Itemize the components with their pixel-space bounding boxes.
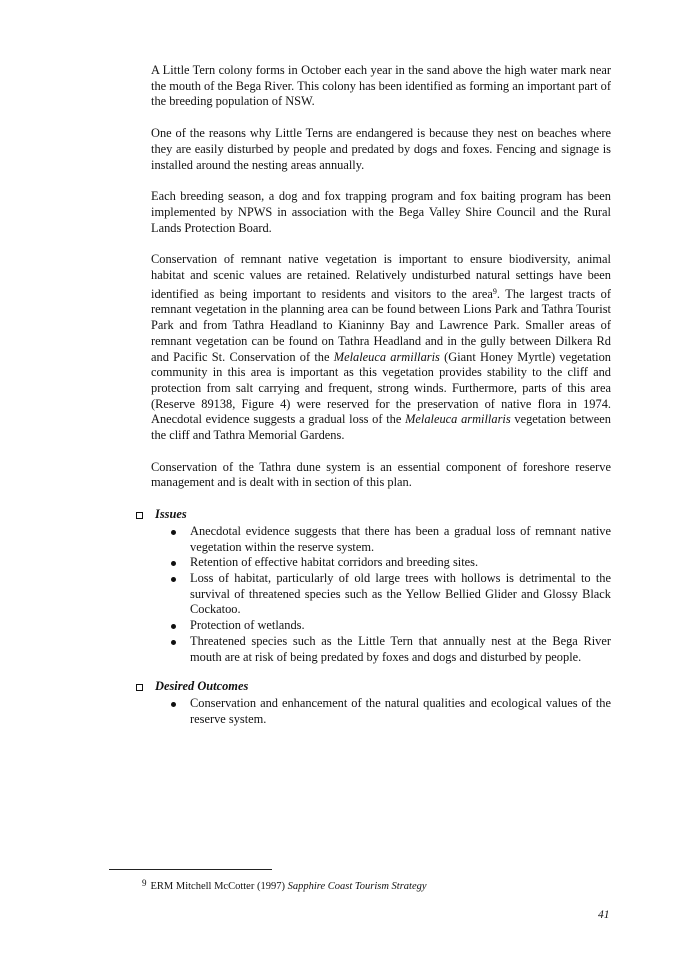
- list-item: [151, 618, 611, 634]
- checkbox-bullet-icon: [136, 684, 143, 691]
- paragraph-trapping-program: Each breeding season, a dog and fox trapping program and fox baiting program has been implemented by NPWS in association with the Bega Valley Shire Council and the Rural Lands Protection Board.: [151, 189, 611, 235]
- list-item: [151, 634, 611, 665]
- footnote-separator: [109, 869, 272, 870]
- text-segment: vegetation between the cliff and Tathra Memorial Gardens.: [151, 412, 611, 443]
- list-item-text: Threatened species such as the Little Tern that annually nest at the Bega River mouth are at risk of being predated by foxes and dogs and disturbed by people.: [190, 633, 611, 664]
- issues-heading: [136, 507, 611, 523]
- list-item-text: Anecdotal evidence suggests that there has been a gradual loss of remnant native vegetation within the reserve system.: [190, 523, 611, 554]
- footnote-reference[interactable]: 9: [492, 286, 497, 296]
- bullet-icon: [171, 561, 176, 566]
- bullet-icon: [171, 702, 176, 707]
- bullet-icon: [171, 624, 176, 629]
- list-item-text: Loss of habitat, particularly of old large trees with hollows is detrimental to the survival of threatened species such as the Yellow Bellied Glider and Glossy Black Cockatoo.: [190, 570, 611, 617]
- footnote-title: Sapphire Coast Tourism Strategy: [287, 881, 427, 892]
- body-text: [151, 63, 611, 741]
- footnote: [142, 877, 427, 893]
- bullet-icon: [171, 640, 176, 645]
- species-name: Melaleuca armillaris: [333, 349, 440, 364]
- issues-section: [151, 507, 611, 665]
- text-segment: . The largest tracts of remnant vegetation in the planning area can be found between Lions Park and Tathra Tourist Park and from Tathra Headland to Kianinny Bay and Lawrence Park. Smaller areas of remnant vegetation can be found on Tathra Headland and in the gully between Dilkera Rd and Pacific St. Conservation of the: [151, 286, 611, 364]
- desired-outcomes-heading: [136, 679, 611, 695]
- desired-outcomes-list: [151, 696, 611, 727]
- paragraph-little-tern-colony: A Little Tern colony forms in October each year in the sand above the high water mark near the mouth of the Bega River. This colony has been identified as forming an important part of the breeding population of NSW.: [151, 63, 611, 109]
- issues-heading-label: Issues: [155, 507, 187, 522]
- list-item: [151, 555, 611, 571]
- desired-outcomes-section: [151, 679, 611, 727]
- list-item: [151, 571, 611, 618]
- paragraph-dune-system: Conservation of the Tathra dune system is an essential component of foreshore reserve management and is dealt with in section of this plan.: [151, 459, 611, 490]
- footnote-number: 9: [142, 878, 147, 888]
- bullet-icon: [171, 530, 176, 535]
- text-segment: Conservation of remnant native vegetation is important to ensure biodiversity, animal habitat and scenic values are retained. Relatively undisturbed natural settings have been identified as being important to residents and visitors to the area: [151, 252, 611, 301]
- issues-list: [151, 524, 611, 665]
- list-item: [151, 696, 611, 727]
- list-item-text: Protection of wetlands.: [190, 618, 305, 633]
- desired-outcomes-heading-label: Desired Outcomes: [155, 679, 249, 694]
- footnote-text: ERM Mitchell McCotter (1997): [150, 881, 288, 892]
- checkbox-bullet-icon: [136, 512, 143, 519]
- species-name: Melaleuca armillaris: [405, 412, 511, 427]
- list-item-text: Conservation and enhancement of the natural qualities and ecological values of the reserve system.: [190, 695, 611, 726]
- bullet-icon: [171, 577, 176, 582]
- list-item-text: Retention of effective habitat corridors and breeding sites.: [190, 555, 479, 570]
- text-segment: (Giant Honey Myrtle) vegetation community in this area is important as this vegetation provides stability to the cliff and protection from salt carrying and frequent, strong winds. Furthermore, parts of this area (Reserve 89138, Figure 4) were reserved for the preservation of native flora in 1974. Anecdotal evidence suggests a gradual loss of the: [151, 349, 612, 427]
- paragraph-endangered-reasons: One of the reasons why Little Terns are endangered is because they nest on beaches where they are easily disturbed by people and predated by dogs and foxes. Fencing and signage is installed around the nesting areas annually.: [151, 126, 611, 172]
- paragraph-remnant-vegetation: [151, 252, 611, 443]
- page-number: 41: [598, 909, 610, 921]
- list-item: [151, 524, 611, 555]
